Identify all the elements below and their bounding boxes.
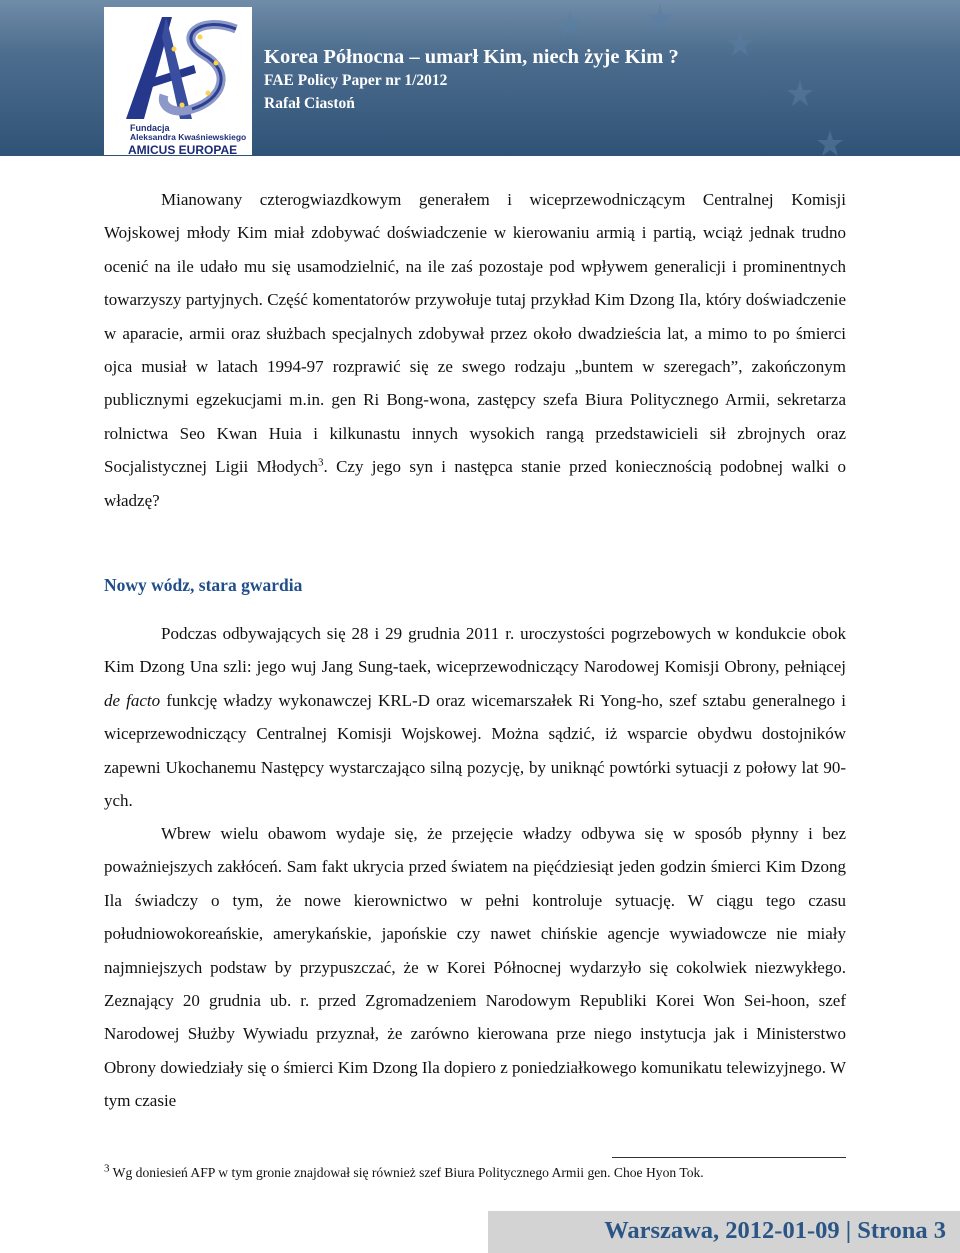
ae-monogram-icon (104, 7, 252, 125)
body-paragraph-3: Wbrew wielu obawom wydaje się, że przejęcie władzy odbywa się w sposób płynny i bez poważniejszych zakłóceń. Sam fakt ukrycia przed światem na pięćdziesiąt jeden godzin śmierci Kim Dzong Ila świadczy o tym, że nowe kierownictwo w pełni kontroluje sytuację. W ciągu tego czasu południowokoreańskie, amerykańskie, japońskie czy nawet chińskie agencje wywiadowcze nie miały najmniejszych podstaw by przypuszczać, że w Korei Północnej wydarzyło się cokolwiek niezwykłego. Zeznający 20 grudnia ub. r. przed Zgromadzeniem Narodowym Republiki Korei Won Sei-hoon, szef Narodowej Służby Wywiadu przyznał, że zarówno kierowana prze niego instytucja jak i Ministerstwo Obrony dowiedziały się o śmierci Kim Dzong Ila dopiero z poniedziałkowego komunikatu telewizyjnego. W tym czasie (104, 824, 846, 1111)
logo-line-2: Aleksandra Kwaśniewskiego (130, 132, 247, 142)
footnote-number: 3 (104, 1162, 110, 1175)
paragraph-2-text-a: Podczas odbywających się 28 i 29 grudnia 2011 r. uroczystości pogrzebowych w kondukcie obok Kim Dzong Una szli: jego wuj Jang Sung-taek, wiceprzewodniczący Narodowej Komisji Obrony, pełniącej (104, 624, 846, 677)
footnote (104, 1162, 704, 1181)
foundation-logo (104, 7, 252, 155)
header-banner (0, 0, 960, 156)
logo-line-1: Fundacja (130, 123, 170, 133)
body-paragraph-1 (104, 183, 846, 517)
section-heading: Nowy wódz, stara gwardia (104, 575, 303, 595)
footnote-ref[interactable]: 3 (318, 456, 324, 469)
footnote-text: Wg doniesień AFP w tym gronie znajdował się również szef Biura Politycznego Armii gen. Choe Hyon Tok. (109, 1165, 704, 1180)
paragraph-2-italic: de facto (104, 690, 161, 710)
paragraph-1-text-b: . Czy jego syn i następca stanie przed koniecznością podobnej walki o władzę? (104, 457, 846, 510)
document-author: Rafał Ciastoń (264, 95, 355, 112)
page-footer (488, 1211, 960, 1253)
paragraph-2-text-b: funkcję władzy wykonawczej KRL-D oraz wicemarszałek Ri Yong-ho, szef sztabu generalnego i wiceprzewodniczący Centralnej Komisji Wojskowej. Można sądzić, iż wsparcie obydwu dostojników zapewni Ukochanemu Następcy wystarczająco silną pozycję, by uniknąć powtórki sytuacji z połowy lat 90-ych. (104, 690, 846, 811)
body-paragraph-2 (104, 617, 846, 817)
document-subtitle: FAE Policy Paper nr 1/2012 (264, 72, 448, 89)
document-title: Korea Północna – umarł Kim, niech żyje Kim ? (264, 46, 679, 68)
footer-location-page: Warszawa, 2012-01-09 | Strona 3 (604, 1217, 946, 1244)
logo-line-3: AMICUS EUROPAE (128, 143, 238, 156)
footnote-separator (612, 1157, 846, 1158)
paragraph-1-text-a: Mianowany czterogwiazdkowym generałem i wiceprzewodniczącym Centralnej Komisji Wojskowej młody Kim miał zdobywać doświadczenie w kierowaniu armią i partią, wciąż jednak trudno ocenić na ile udało mu się usamodzielnić, na ile zaś pozostaje pod wpływem generalicji i prominentnych towarzyszy partyjnych. Część komentatorów przywołuje tutaj przykład Kim Dzong Ila, który doświadczenie w aparacie, armii oraz służbach specjalnych zdobywał przez około dwadzieścia lat, a mimo to po śmierci ojca musiał w latach 1994-97 rozprawić się ze swego rodzaju „buntem w szeregach”, zakończonym publicznymi egzekucjami m.in. gen Ri Bong-wona, zastępcy szefa Biura Politycznego Armii, sekretarza rolnictwa Seo Kwan Huia i kilkunastu innych wysokich rangą przedstawicieli sił zbrojnych oraz Socjalistycznej Ligii Młodych (104, 190, 846, 477)
